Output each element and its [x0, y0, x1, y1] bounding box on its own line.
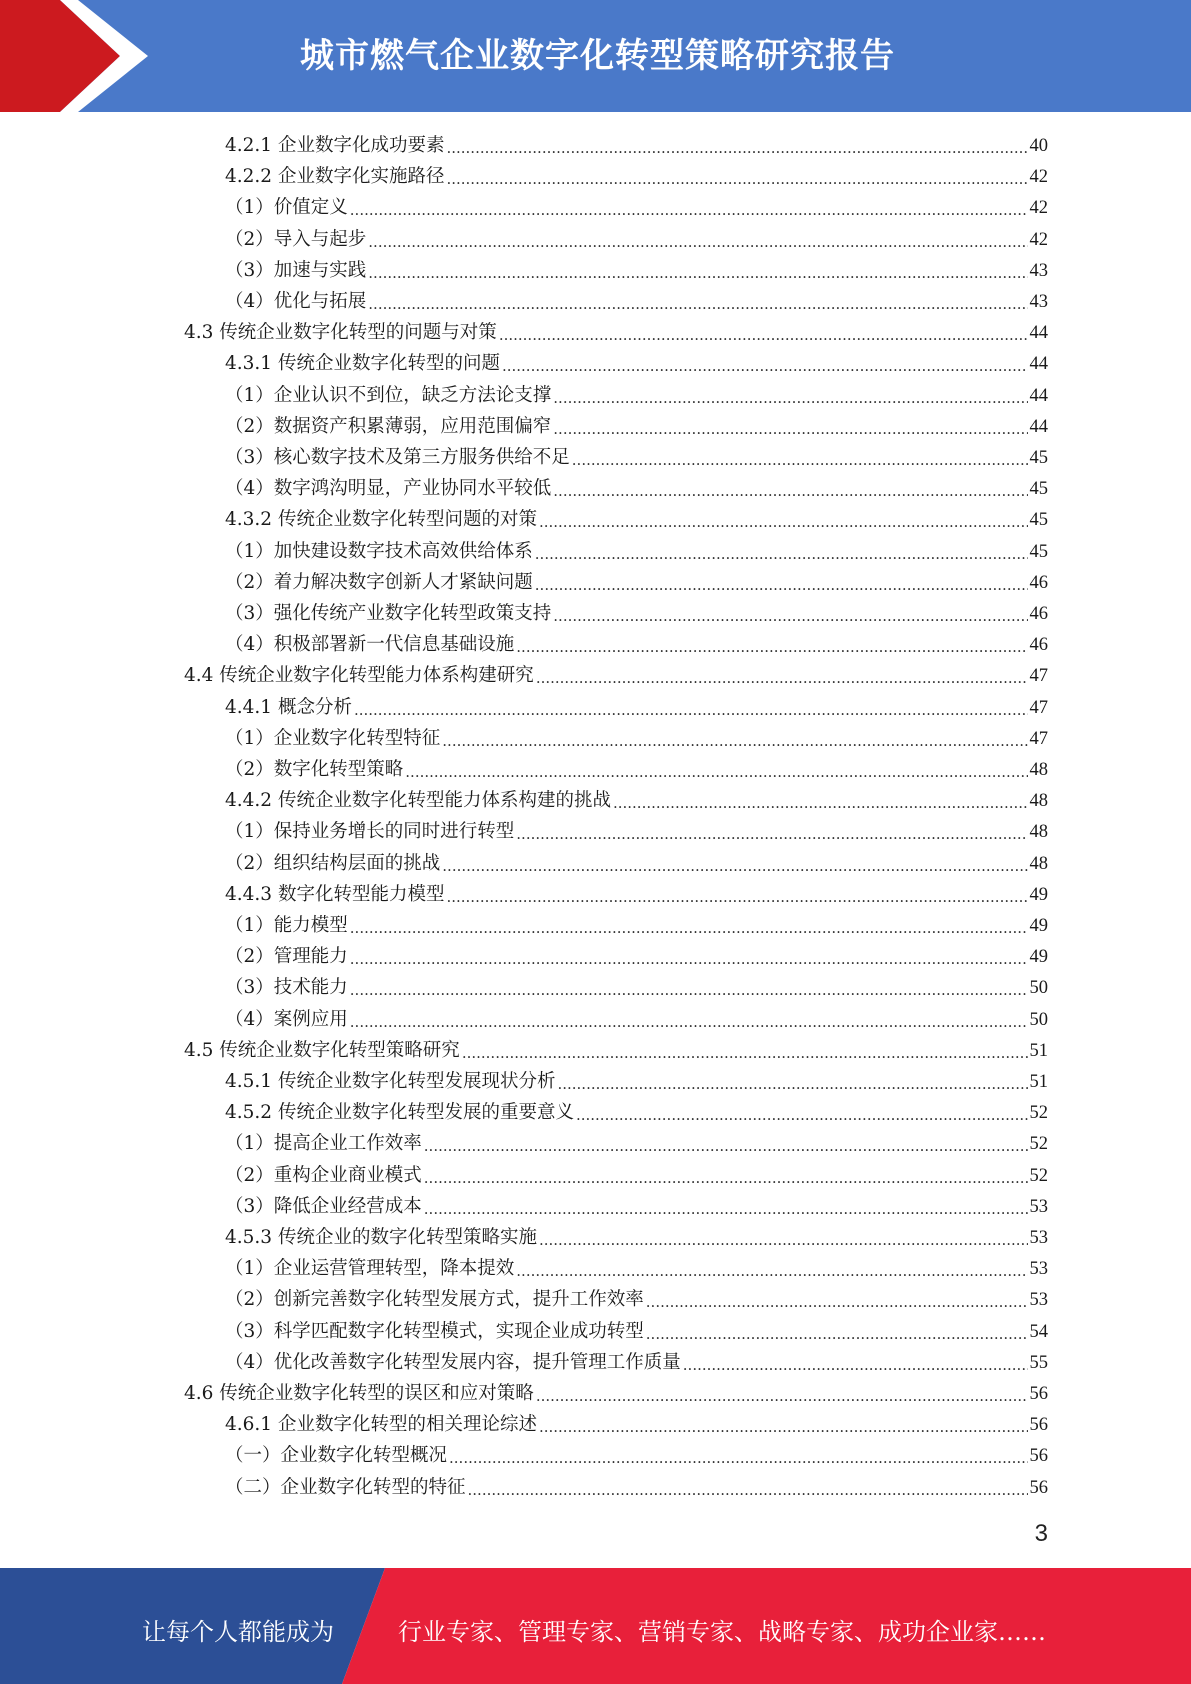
toc-entry[interactable]	[225, 1158, 1048, 1189]
toc-entry-page: 47	[1029, 729, 1048, 749]
toc-entry[interactable]	[225, 814, 1048, 845]
toc-leader-dots	[446, 166, 1027, 190]
toc-entry[interactable]	[225, 1251, 1048, 1282]
toc-leader-dots	[468, 1477, 1028, 1501]
toc-entry-page: 55	[1029, 1353, 1048, 1373]
toc-leader-dots	[350, 977, 1028, 1001]
toc-entry-title: 4.2.2 企业数字化实施路径	[225, 166, 445, 187]
toc-entry-page: 51	[1029, 1041, 1048, 1061]
toc-entry-title: （3）技术能力	[225, 977, 348, 998]
toc-entry[interactable]	[225, 502, 1048, 533]
toc-leader-dots	[462, 1040, 1028, 1064]
toc-entry-page: 52	[1029, 1134, 1048, 1154]
toc-leader-dots	[446, 884, 1027, 908]
toc-entry[interactable]	[225, 970, 1048, 1001]
toc-entry-page: 52	[1029, 1166, 1048, 1186]
toc-entry-page: 42	[1029, 230, 1048, 250]
toc-entry[interactable]	[225, 877, 1048, 908]
toc-entry-title: （2）数字化转型策略	[225, 759, 404, 780]
toc-leader-dots	[683, 1352, 1028, 1376]
toc-leader-dots	[646, 1321, 1028, 1345]
toc-entry-title: （2）数据资产积累薄弱，应用范围偏窄	[225, 416, 552, 437]
toc-entry[interactable]	[225, 159, 1048, 190]
toc-entry-title: （2）着力解决数字创新人才紧缺问题	[225, 572, 533, 593]
toc-entry[interactable]	[225, 721, 1048, 752]
toc-entry[interactable]	[225, 752, 1048, 783]
toc-entry-title: （3）降低企业经营成本	[225, 1196, 422, 1217]
toc-entry[interactable]	[225, 1314, 1048, 1345]
toc-leader-dots	[646, 1289, 1028, 1313]
toc-leader-dots	[557, 1071, 1027, 1095]
toc-entry-title: （3）科学匹配数字化转型模式，实现企业成功转型	[225, 1321, 644, 1342]
toc-entry[interactable]	[225, 534, 1048, 565]
toc-entry-page: 51	[1029, 1072, 1048, 1092]
toc-leader-dots	[516, 634, 1027, 658]
toc-leader-dots	[368, 229, 1027, 253]
toc-entry-title: 4.4.1 概念分析	[225, 697, 352, 718]
toc-entry[interactable]	[225, 596, 1048, 627]
toc-entry-title: 4.4.2 传统企业数字化转型能力体系构建的挑战	[225, 790, 611, 811]
toc-entry-title: 4.2.1 企业数字化成功要素	[225, 135, 445, 156]
toc-entry-page: 45	[1029, 448, 1048, 468]
toc-leader-dots	[499, 322, 1028, 346]
toc-entry-page: 43	[1029, 261, 1048, 281]
toc-entry[interactable]	[225, 1126, 1048, 1157]
toc-entry-title: （一）企业数字化转型概况	[225, 1445, 448, 1466]
toc-entry-page: 44	[1029, 417, 1048, 437]
toc-entry-page: 56	[1029, 1478, 1048, 1498]
toc-entry-title: （1）提高企业工作效率	[225, 1133, 422, 1154]
toc-entry-page: 44	[1029, 386, 1048, 406]
toc-entry-page: 45	[1029, 542, 1048, 562]
toc-entry-page: 46	[1029, 635, 1048, 655]
toc-entry[interactable]	[225, 409, 1048, 440]
toc-entry-page: 53	[1029, 1290, 1048, 1310]
toc-leader-dots	[502, 353, 1028, 377]
toc-leader-dots	[368, 291, 1027, 315]
toc-entry-page: 50	[1029, 978, 1048, 998]
toc-entry-title: （3）强化传统产业数字化转型政策支持	[225, 603, 552, 624]
toc-entry[interactable]	[225, 1064, 1048, 1095]
toc-entry-title: （1）保持业务增长的同时进行转型	[225, 821, 515, 842]
toc-leader-dots	[613, 790, 1028, 814]
toc-entry[interactable]	[225, 1345, 1048, 1376]
footer-band	[0, 1568, 1191, 1684]
toc-entry-page: 56	[1029, 1384, 1048, 1404]
toc-entry-page: 46	[1029, 573, 1048, 593]
toc-leader-dots	[535, 541, 1028, 565]
toc-entry-title: （1）企业运营管理转型，降本提效	[225, 1258, 515, 1279]
toc-entry[interactable]	[225, 565, 1048, 596]
toc-entry-page: 48	[1029, 791, 1048, 811]
toc-leader-dots	[424, 1196, 1028, 1220]
toc-entry-title: （1）企业数字化转型特征	[225, 728, 441, 749]
toc-leader-dots	[350, 197, 1028, 221]
toc-entry-page: 53	[1029, 1197, 1048, 1217]
toc-entry[interactable]	[225, 471, 1048, 502]
toc-entry-page: 49	[1029, 916, 1048, 936]
toc-entry[interactable]	[225, 1407, 1048, 1438]
toc-leader-dots	[350, 946, 1028, 970]
toc-leader-dots	[539, 509, 1028, 533]
toc-entry-page: 47	[1029, 666, 1048, 686]
toc-leader-dots	[572, 447, 1028, 471]
toc-entry-title: （4）优化改善数字化转型发展内容，提升管理工作质量	[225, 1352, 681, 1373]
footer-slogan-right: 行业专家、管理专家、营销专家、战略专家、成功企业家……	[398, 1618, 1046, 1646]
toc-entry-title: 4.4 传统企业数字化转型能力体系构建研究	[184, 665, 534, 686]
toc-entry[interactable]	[225, 846, 1048, 877]
toc-entry[interactable]	[225, 783, 1048, 814]
toc-entry-page: 44	[1029, 323, 1048, 343]
toc-entry-title: （4）优化与拓展	[225, 291, 367, 312]
toc-entry[interactable]	[225, 1470, 1048, 1501]
toc-leader-dots	[553, 385, 1027, 409]
toc-leader-dots	[516, 1258, 1027, 1282]
toc-entry-title: 4.3.1 传统企业数字化转型的问题	[225, 353, 500, 374]
toc-entry-title: （1）加快建设数字技术高效供给体系	[225, 541, 533, 562]
toc-leader-dots	[368, 260, 1027, 284]
toc-entry[interactable]	[184, 1033, 1048, 1064]
toc-entry[interactable]	[225, 128, 1048, 159]
toc-entry[interactable]	[225, 440, 1048, 471]
toc-entry-page: 49	[1029, 947, 1048, 967]
toc-entry-title: 4.3 传统企业数字化转型的问题与对策	[184, 322, 497, 343]
toc-leader-dots	[553, 478, 1027, 502]
toc-leader-dots	[535, 572, 1028, 596]
toc-entry[interactable]	[225, 190, 1048, 221]
toc-entry-page: 53	[1029, 1259, 1048, 1279]
toc-leader-dots	[424, 1165, 1028, 1189]
toc-entry-page: 54	[1029, 1322, 1048, 1342]
toc-entry[interactable]	[184, 1376, 1048, 1407]
toc-entry-page: 48	[1029, 854, 1048, 874]
report-title: 城市燃气企业数字化转型策略研究报告	[300, 36, 895, 76]
toc-leader-dots	[405, 759, 1027, 783]
toc-entry-title: （2）重构企业商业模式	[225, 1165, 422, 1186]
toc-entry-page: 52	[1029, 1103, 1048, 1123]
toc-entry-title: （4）数字鸿沟明显，产业协同水平较低	[225, 478, 552, 499]
toc-entry[interactable]	[225, 222, 1048, 253]
header-band	[0, 0, 1191, 112]
toc-entry-page: 48	[1029, 822, 1048, 842]
toc-entry[interactable]	[225, 1002, 1048, 1033]
toc-leader-dots	[539, 1227, 1028, 1251]
toc-entry-title: （2）创新完善数字化转型发展方式，提升工作效率	[225, 1289, 644, 1310]
toc-leader-dots	[576, 1102, 1028, 1126]
toc-entry[interactable]	[225, 939, 1048, 970]
toc-entry-page: 42	[1029, 198, 1048, 218]
toc-entry[interactable]	[225, 253, 1048, 284]
toc-entry-title: （二）企业数字化转型的特征	[225, 1477, 466, 1498]
toc-leader-dots	[442, 853, 1027, 877]
toc-entry-page: 49	[1029, 885, 1048, 905]
toc-entry-page: 45	[1029, 479, 1048, 499]
toc-entry-title: 4.5.2 传统企业数字化转型发展的重要意义	[225, 1102, 574, 1123]
toc-leader-dots	[539, 1414, 1028, 1438]
toc-entry-title: （4）积极部署新一代信息基础设施	[225, 634, 515, 655]
toc-entry-title: （2）管理能力	[225, 946, 348, 967]
toc-leader-dots	[449, 1445, 1027, 1469]
toc-entry-page: 40	[1029, 136, 1048, 156]
toc-entry-title: 4.6.1 企业数字化转型的相关理论综述	[225, 1414, 537, 1435]
toc-entry-page: 45	[1029, 510, 1048, 530]
toc-leader-dots	[350, 1009, 1028, 1033]
footer-slogan-left: 让每个人都能成为	[142, 1618, 334, 1646]
toc-entry-title: （1）能力模型	[225, 915, 348, 936]
toc-entry-page: 42	[1029, 167, 1048, 187]
toc-entry-title: 4.3.2 传统企业数字化转型问题的对策	[225, 509, 537, 530]
toc-entry-title: （4）案例应用	[225, 1009, 348, 1030]
toc-entry-title: 4.5.1 传统企业数字化转型发展现状分析	[225, 1071, 556, 1092]
toc-leader-dots	[350, 915, 1028, 939]
toc-leader-dots	[553, 603, 1027, 627]
toc-entry[interactable]	[225, 690, 1048, 721]
toc-entry-title: 4.5.3 传统企业的数字化转型策略实施	[225, 1227, 537, 1248]
toc-leader-dots	[536, 1383, 1028, 1407]
toc-entry[interactable]	[184, 658, 1048, 689]
toc-entry-title: 4.4.3 数字化转型能力模型	[225, 884, 445, 905]
toc-entry-title: （2）组织结构层面的挑战	[225, 853, 441, 874]
toc-entry-page: 46	[1029, 604, 1048, 624]
toc-entry-title: 4.5 传统企业数字化转型策略研究	[184, 1040, 460, 1061]
toc-entry-page: 48	[1029, 760, 1048, 780]
toc-entry[interactable]	[225, 284, 1048, 315]
toc-leader-dots	[446, 135, 1027, 159]
toc-entry-title: （1）企业认识不到位，缺乏方法论支撑	[225, 385, 552, 406]
toc-entry-page: 47	[1029, 698, 1048, 718]
toc-entry-title: 4.6 传统企业数字化转型的误区和应对策略	[184, 1383, 534, 1404]
toc-entry-page: 44	[1029, 354, 1048, 374]
toc-entry[interactable]	[225, 346, 1048, 377]
toc-entry[interactable]	[225, 1282, 1048, 1313]
toc-entry-page: 56	[1029, 1415, 1048, 1435]
toc-entry[interactable]	[225, 1189, 1048, 1220]
toc-leader-dots	[442, 728, 1027, 752]
toc-leader-dots	[516, 821, 1027, 845]
toc-leader-dots	[424, 1133, 1028, 1157]
toc-entry-title: （1）价值定义	[225, 197, 348, 218]
toc-entry-title: （3）核心数字技术及第三方服务供给不足	[225, 447, 570, 468]
toc-entry[interactable]	[225, 908, 1048, 939]
toc-leader-dots	[354, 697, 1028, 721]
toc-leader-dots	[536, 665, 1028, 689]
toc-leader-dots	[553, 416, 1027, 440]
header-chevron-icon	[0, 0, 160, 112]
toc-entry[interactable]	[225, 1220, 1048, 1251]
toc-entry-title: （3）加速与实践	[225, 260, 367, 281]
toc-entry-page: 43	[1029, 292, 1048, 312]
toc-entry-page: 50	[1029, 1010, 1048, 1030]
toc-entry[interactable]	[225, 1438, 1048, 1469]
toc-entry-title: （2）导入与起步	[225, 229, 367, 250]
toc-entry[interactable]	[225, 1095, 1048, 1126]
toc-entry-page: 56	[1029, 1446, 1048, 1466]
toc-entry-page: 53	[1029, 1228, 1048, 1248]
toc-entry[interactable]	[225, 627, 1048, 658]
page-number: 3	[1034, 1520, 1048, 1547]
toc-entry[interactable]	[184, 315, 1048, 346]
toc-entry[interactable]	[225, 378, 1048, 409]
